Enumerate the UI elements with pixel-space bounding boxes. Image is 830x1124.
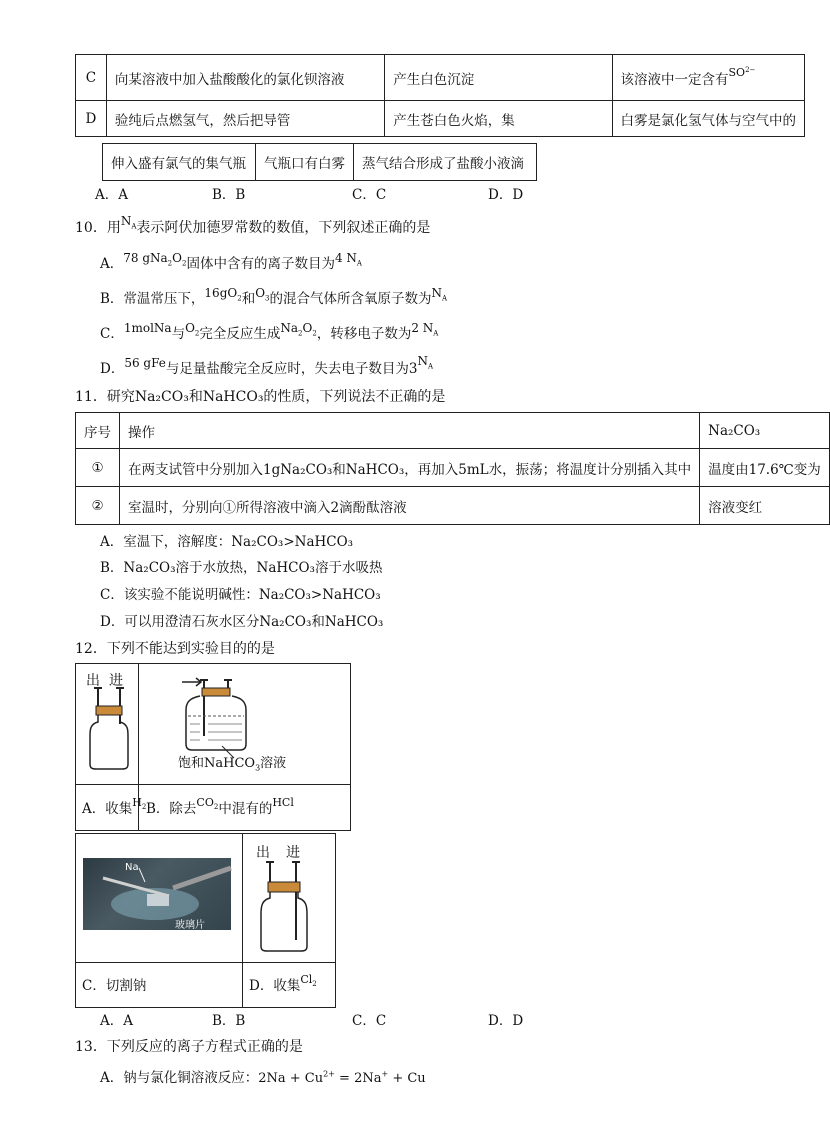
q10-a-text: 固体中含有的离子数目为 — [186, 256, 335, 272]
q10-c-with: 与 — [171, 326, 186, 342]
q9-option-b: B．B — [212, 187, 246, 203]
q10-option-d — [100, 354, 434, 378]
co2-symbol: CO — [196, 796, 214, 809]
q11-header-num: 序号 — [76, 413, 120, 449]
q11-row2-num: ② — [76, 487, 120, 525]
q9-row-d-phenomenon: 产生苍白色火焰，集 — [385, 101, 612, 137]
q10-a-o: O — [172, 251, 182, 265]
avogadro-n: N — [120, 214, 132, 228]
q10-a-val-sub: A — [356, 259, 362, 268]
sulfate-ion — [729, 66, 756, 79]
q11-row1-result: 温度由17.6℃变为 — [700, 449, 830, 487]
q10-c-qty: 1molNa — [123, 321, 172, 335]
q13-a-text: A．钠与氯化铜溶液反应： — [100, 1070, 259, 1086]
nahco3-label-text: 饱和NaHCO — [178, 756, 256, 771]
q12-caption-d-text: D．收集 — [249, 978, 301, 994]
divider — [76, 784, 350, 785]
q11-row2-op: 室温时，分别向①所得溶液中滴入2滴酚酞溶液 — [120, 487, 700, 525]
q9-table-continuation — [102, 143, 537, 181]
hcl-formula: HCl — [272, 796, 294, 809]
q10-option-b — [100, 287, 447, 308]
q10-b-val: N — [431, 286, 442, 300]
q10-stem — [75, 214, 431, 237]
q9-row-c-conclusion-text: 该溶液中一定含有 — [620, 71, 729, 88]
inlet-label: 进 — [286, 845, 300, 861]
sodium-label: Na — [125, 862, 139, 873]
q10-d-val-n: N — [417, 354, 428, 368]
q10-b-o3: O — [255, 286, 266, 300]
q10-d-qty: 56 gFe — [124, 356, 166, 370]
q10-option-c — [100, 322, 438, 343]
q10-c-prod: Na — [280, 321, 299, 335]
q12-option-b: B．B — [212, 1013, 246, 1029]
q11-option-d: D．可以用澄清石灰水区分Na₂CO₃和NaHCO₃ — [100, 614, 384, 630]
cl2-sub: 2 — [312, 980, 317, 989]
sodium-cutting-illustration — [83, 858, 231, 930]
q10-c-text: 完全反应生成 — [199, 326, 281, 342]
q12-caption-a — [82, 797, 146, 818]
q10-b-ozone — [255, 286, 270, 303]
q11-stem: 11．研究Na₂CO₃和NaHCO₃的性质，下列说法不正确的是 — [75, 389, 446, 405]
q10-a-qty: 78 gNa — [123, 251, 168, 265]
glass-slide-label: 玻璃片 — [175, 920, 205, 931]
divider — [242, 834, 243, 1007]
q10-c-text2: ，转移电子数为 — [316, 326, 412, 342]
divider — [76, 962, 335, 963]
q12-option-a: A．A — [100, 1013, 133, 1029]
q12-caption-d — [249, 974, 317, 995]
q11-option-c: C．该实验不能说明碱性：Na₂CO₃>NaHCO₃ — [100, 587, 381, 603]
q10-c-val-sub: A — [433, 329, 439, 338]
q10-stem-prefix: 10．用 — [75, 220, 121, 236]
q10-c-val: 2 N — [411, 321, 434, 335]
q10-c-o2 — [185, 321, 200, 338]
outlet-label: 出 — [256, 845, 270, 861]
q10-c-prod-o: O — [302, 321, 313, 335]
q10-b-text: 的混合气体所含氧原子数为 — [269, 291, 432, 307]
q9-cont-conclusion: 蒸气结合形成了盐酸小液滴 — [354, 144, 537, 181]
eq-cu-charge: 2+ — [323, 1069, 335, 1079]
avogadro-symbol — [120, 214, 137, 231]
wash-bottle-icon — [176, 672, 256, 752]
q10-b-label: B．常温常压下， — [100, 291, 205, 307]
q10-c-label: C． — [100, 326, 124, 342]
q12-caption-b — [146, 797, 294, 818]
q11-row1-num: ① — [76, 449, 120, 487]
cl2-formula — [300, 973, 317, 989]
q12-option-d: D．D — [488, 1013, 524, 1029]
nahco3-label — [178, 752, 286, 773]
q10-b-formula — [204, 286, 242, 303]
q10-c-product — [280, 321, 317, 338]
q13-option-a — [100, 1066, 426, 1086]
q12-caption-b-text: B．除去 — [146, 801, 197, 817]
q11-row2-result: 溶液变红 — [700, 487, 830, 525]
q9-cont-operation: 伸入盛有氯气的集气瓶 — [103, 144, 256, 181]
q10-b-value — [431, 286, 448, 303]
q10-a-sub2: 2 — [181, 259, 187, 268]
q12-figure-cd — [75, 833, 336, 1008]
q10-b-sub: 2 — [237, 294, 242, 303]
co2-formula — [196, 796, 219, 812]
q10-c-prod-sub1: 2 — [298, 329, 303, 338]
q9-row-c-letter: C — [76, 55, 107, 101]
nahco3-sub: 3 — [255, 763, 261, 773]
inlet-label: 进 — [109, 673, 123, 689]
sulfate-symbol: SO — [728, 65, 746, 79]
q13-a-equation — [258, 1071, 425, 1086]
q11-header-op: 操作 — [120, 413, 700, 449]
q10-c-o2-sub: 2 — [194, 329, 200, 338]
gas-bottle-a-icon — [84, 686, 134, 770]
q10-b-and: 和 — [241, 291, 256, 307]
h2-symbol: H — [132, 796, 142, 809]
q9-row-c-phenomenon: 产生白色沉淀 — [385, 55, 612, 101]
q10-b-qty: 16gO — [204, 286, 238, 300]
q12-stem: 12．下列不能达到实验目的的是 — [75, 641, 275, 657]
co2-sub: 2 — [213, 803, 219, 812]
q10-d-label: D． — [100, 361, 125, 377]
q10-c-prod-sub2: 2 — [312, 329, 317, 338]
q10-a-val: 4 N — [334, 251, 357, 265]
q12-caption-c: C．切割钠 — [82, 978, 147, 994]
q12-caption-a-text: A．收集 — [82, 801, 133, 817]
q10-option-a — [100, 252, 362, 273]
q9-row-d-conclusion: 白雾是氯化氢气体与空气中的 — [612, 101, 805, 137]
q9-row-d-operation: 验纯后点燃氢气，然后把导管 — [106, 101, 384, 137]
eq-left: 2Na + Cu — [258, 1071, 324, 1086]
q9-cont-phenomenon: 气瓶口有白雾 — [256, 144, 354, 181]
sulfate-charge: 2− — [745, 65, 756, 74]
q11-option-a: A．室温下，溶解度：Na₂CO₃>NaHCO₃ — [100, 534, 354, 550]
cl2-symbol: Cl — [300, 973, 313, 986]
avogadro-sub: A — [131, 222, 137, 231]
q9-row-d-letter: D — [76, 101, 107, 137]
q9-table — [75, 54, 805, 137]
q10-a-label: A． — [100, 256, 124, 272]
q10-a-sub1: 2 — [167, 259, 173, 268]
q10-c-value — [411, 321, 439, 338]
eq-mid: = 2Na — [334, 1071, 382, 1086]
q10-d-val-sub: A — [427, 362, 434, 371]
sodium-cutting-photo — [83, 858, 231, 930]
q11-option-b: B．Na₂CO₃溶于水放热，NaHCO₃溶于水吸热 — [100, 560, 383, 576]
nahco3-label-end: 溶液 — [260, 756, 287, 771]
q10-a-value — [334, 251, 362, 268]
outlet-label: 出 — [86, 673, 100, 689]
q9-option-a: A．A — [95, 187, 128, 203]
gas-bottle-d-icon — [256, 860, 312, 952]
q9-option-d: D．D — [488, 187, 524, 203]
q9-option-c: C．C — [352, 187, 387, 203]
q10-d-val: 3 — [408, 361, 418, 377]
q12-figure-ab — [75, 663, 351, 831]
q10-d-text: 与足量盐酸完全反应时，失去电子数目为 — [165, 361, 409, 377]
q10-b-val-sub: A — [442, 294, 448, 303]
q11-header-na2co3: Na₂CO₃ — [700, 413, 830, 449]
q9-row-c-conclusion — [612, 55, 805, 101]
q12-caption-b-mid: 中混有的 — [218, 801, 273, 817]
eq-right: + Cu — [388, 1071, 426, 1086]
q12-caption-a-gas — [132, 796, 147, 812]
q10-a-formula — [123, 251, 187, 268]
q10-d-value-n — [417, 354, 434, 371]
q11-row1-op: 在两支试管中分别加入1gNa₂CO₃和NaHCO₃，再加入5mL水，振荡；将温度计分别插入其中 — [120, 449, 700, 487]
q12-option-c: C．C — [352, 1013, 387, 1029]
q10-c-o2-symbol: O — [185, 321, 195, 335]
q10-b-o3-sub: 3 — [265, 294, 270, 303]
q13-stem: 13．下列反应的离子方程式正确的是 — [75, 1039, 303, 1055]
q10-stem-suffix: 表示阿伏加德罗常数的数值，下列叙述正确的是 — [136, 220, 431, 236]
h2-sub: 2 — [141, 803, 147, 812]
q9-row-c-operation: 向某溶液中加入盐酸酸化的氯化钡溶液 — [106, 55, 384, 101]
eq-na-charge: + — [381, 1069, 389, 1079]
q11-table — [75, 412, 830, 525]
